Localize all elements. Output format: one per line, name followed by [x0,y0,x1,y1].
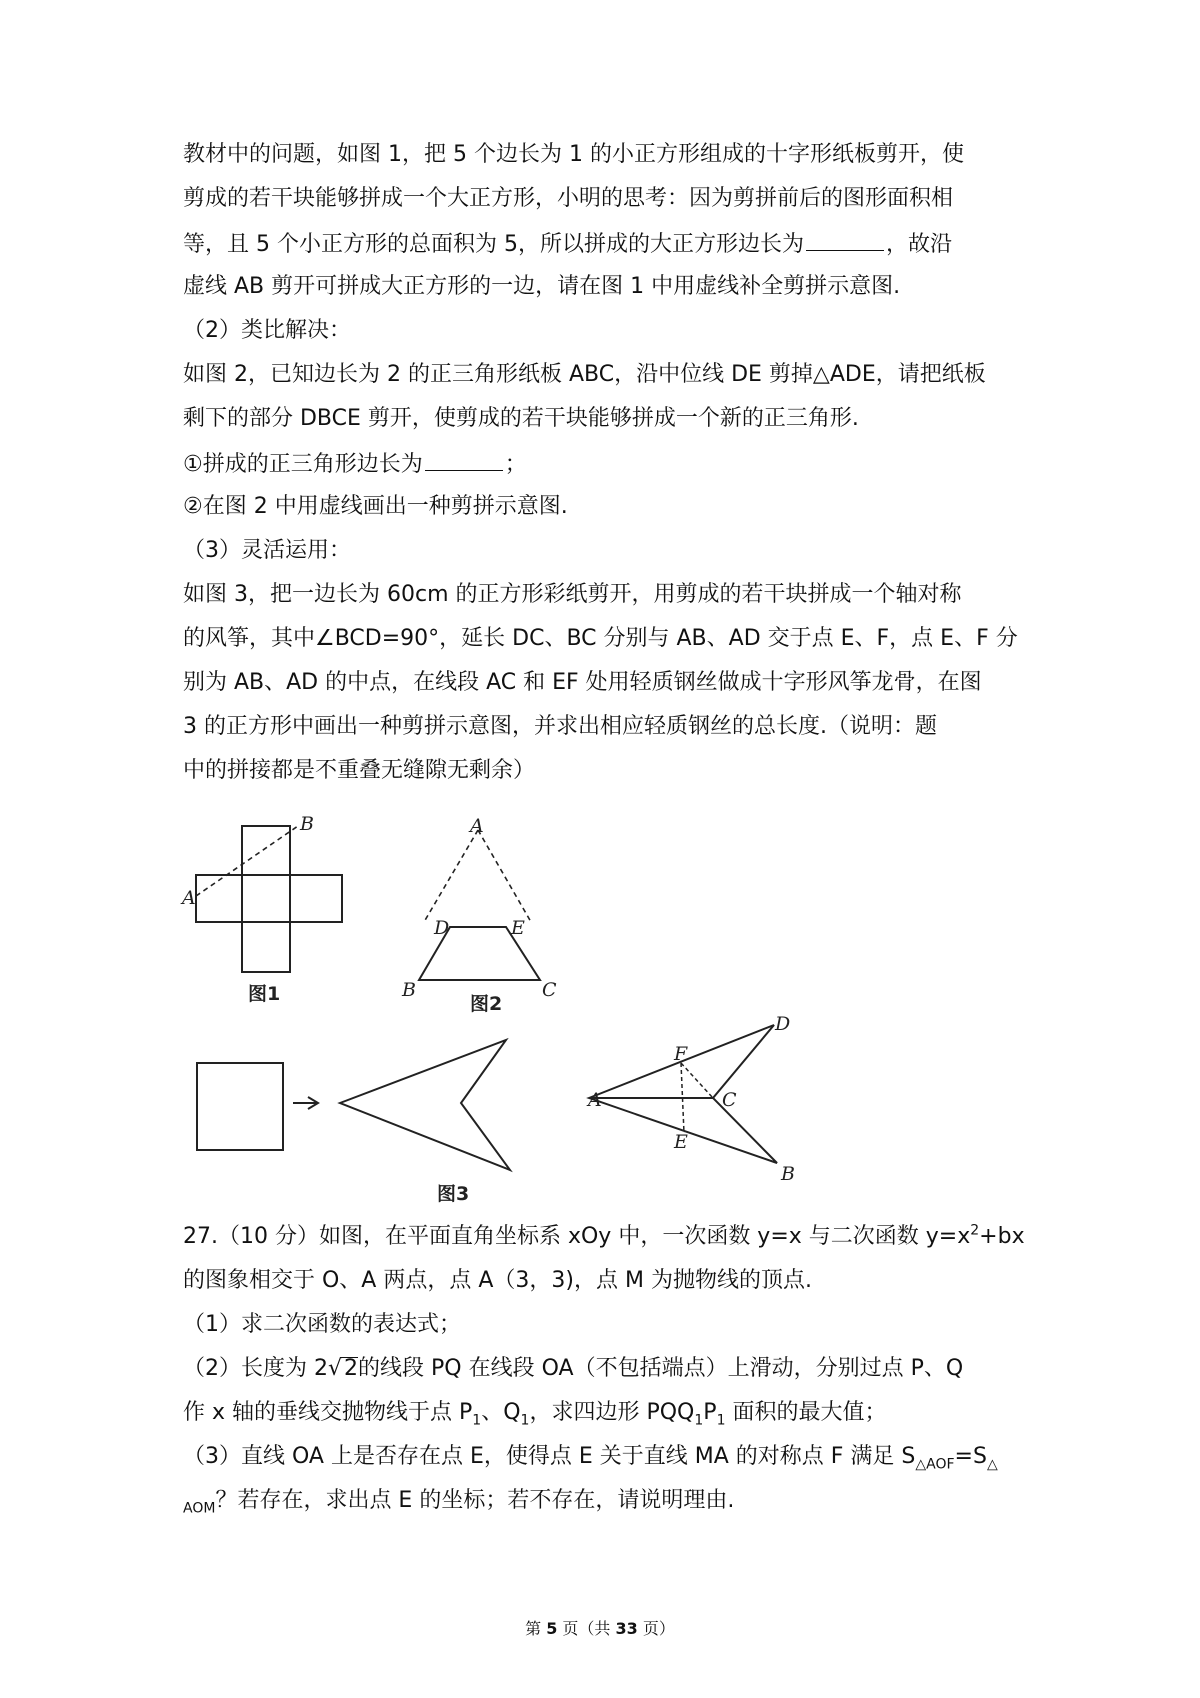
page-total: 33 [615,1619,638,1638]
subscript: △AOF [915,1456,955,1473]
text-line: 如图 2，已知边长为 2 的正三角形纸板 ABC，沿中位线 DE 剪掉△ADE，请把纸板 [183,362,986,387]
text-line: 中的拼接都是不重叠无缝隙无剩余） [183,758,536,783]
text-span: 等，且 5 个小正方形的总面积为 5，所以拼成的大正方形边长为 [183,232,804,257]
point-label-b: B [781,1163,795,1185]
footer-text: 第 [525,1619,547,1638]
text-span: （3）直线 OA 上是否存在点 E，使得点 E 关于直线 MA 的对称点 F 满足 S [183,1444,916,1469]
question-27-line [183,1222,1025,1252]
text-line: 虚线 AB 剪开可拼成大正方形的一边，请在图 1 中用虚线补全剪拼示意图. [183,274,901,299]
section-heading: （2）类比解决： [183,318,351,343]
text-span: ①拼成的正三角形边长为 [183,452,423,477]
figure-caption-3: 图3 [437,1183,470,1205]
point-label-c: C [542,979,557,1001]
subscript: 1 [472,1412,482,1429]
section-heading: （3）灵活运用： [183,538,351,563]
page-number: 5 [546,1619,558,1638]
point-label-d: D [434,917,450,939]
figure-2-triangle [419,830,540,980]
text-line [183,1398,886,1428]
sqrt-symbol: √ [328,1356,343,1381]
text-span: 、Q [481,1400,521,1425]
point-label-b: B [402,979,416,1001]
text-line: 的风筝，其中∠BCD=90°，延长 DC、BC 分别与 AB、AD 交于点 E、F，点 E、F 分 [183,626,1018,651]
text-line: 如图 3，把一边长为 60cm 的正方形彩纸剪开，用剪成的若干块拼成一个轴对称 [183,582,962,607]
figure-1-cross [196,826,342,972]
subscript: AOM [183,1500,216,1517]
text-line: ②在图 2 中用虚线画出一种剪拼示意图. [183,494,568,519]
superscript: 2 [970,1222,980,1239]
point-label-b: B [300,813,314,835]
point-label-a: A [470,815,484,837]
text-span: 面积的最大值； [725,1400,887,1425]
text-line: （1）求二次函数的表达式； [183,1312,461,1337]
text-span: P [703,1400,717,1425]
text-span: ？若存在，求出点 E 的坐标；若不存在，请说明理由. [215,1488,735,1513]
text-line: 教材中的问题，如图 1，把 5 个边长为 1 的小正方形组成的十字形纸板剪开，使 [183,142,964,167]
figure-3-square-to-kite [197,1040,510,1170]
text-line: 3 的正方形中画出一种剪拼示意图，并求出相应轻质钢丝的总长度.（说明：题 [183,714,937,739]
text-span: =S [954,1444,987,1469]
text-line [183,1486,734,1516]
subscript: △ [986,1456,998,1473]
text-span: ，故沿 [885,232,952,257]
text-span: 27.（10 分）如图，在平面直角坐标系 xOy 中，一次函数 y=x 与二次函数 y=x [183,1224,971,1249]
footer-text: 页） [637,1619,675,1638]
text-span: 的线段 PQ 在线段 OA（不包括端点）上滑动，分别过点 P、Q [358,1356,964,1381]
text-line: 剪成的若干块能够拼成一个大正方形，小明的思考：因为剪拼前后的图形面积相 [183,186,954,211]
footer-text: 页（共 [557,1619,616,1638]
point-label-a: A [182,887,196,909]
text-span: +bx [979,1224,1025,1249]
text-line [183,1354,963,1384]
point-label-d: D [775,1013,791,1035]
subscript: 1 [520,1412,530,1429]
text-line: 剩下的部分 DBCE 剪开，使剪成的若干块能够拼成一个新的正三角形. [183,406,859,431]
text-span: ，求四边形 PQQ [529,1400,695,1425]
text-line [183,1442,998,1472]
page-footer [0,1616,1200,1639]
text-span: （2）长度为 2 [183,1356,328,1381]
dashed-ab [196,826,298,896]
point-label-f: F [674,1043,688,1065]
subscript: 1 [716,1412,726,1429]
point-label-a: A [588,1089,602,1111]
figure-caption-2: 图2 [470,993,503,1015]
text-span: 作 x 轴的垂线交抛物线于点 P [183,1400,473,1425]
point-label-c: C [722,1089,737,1111]
point-label-e: E [674,1131,688,1153]
subscript: 1 [694,1412,704,1429]
sqrt-radicand: 2 [344,1356,359,1381]
point-label-e: E [511,917,525,939]
figure-caption-1: 图1 [248,983,281,1005]
text-line: 的图象相交于 O、A 两点，点 A（3，3)，点 M 为抛物线的顶点. [183,1268,812,1293]
text-span: ； [504,452,527,477]
text-line: 别为 AB、AD 的中点，在线段 AC 和 EF 处用轻质钢丝做成十字形风筝龙骨，在图 [183,670,982,695]
